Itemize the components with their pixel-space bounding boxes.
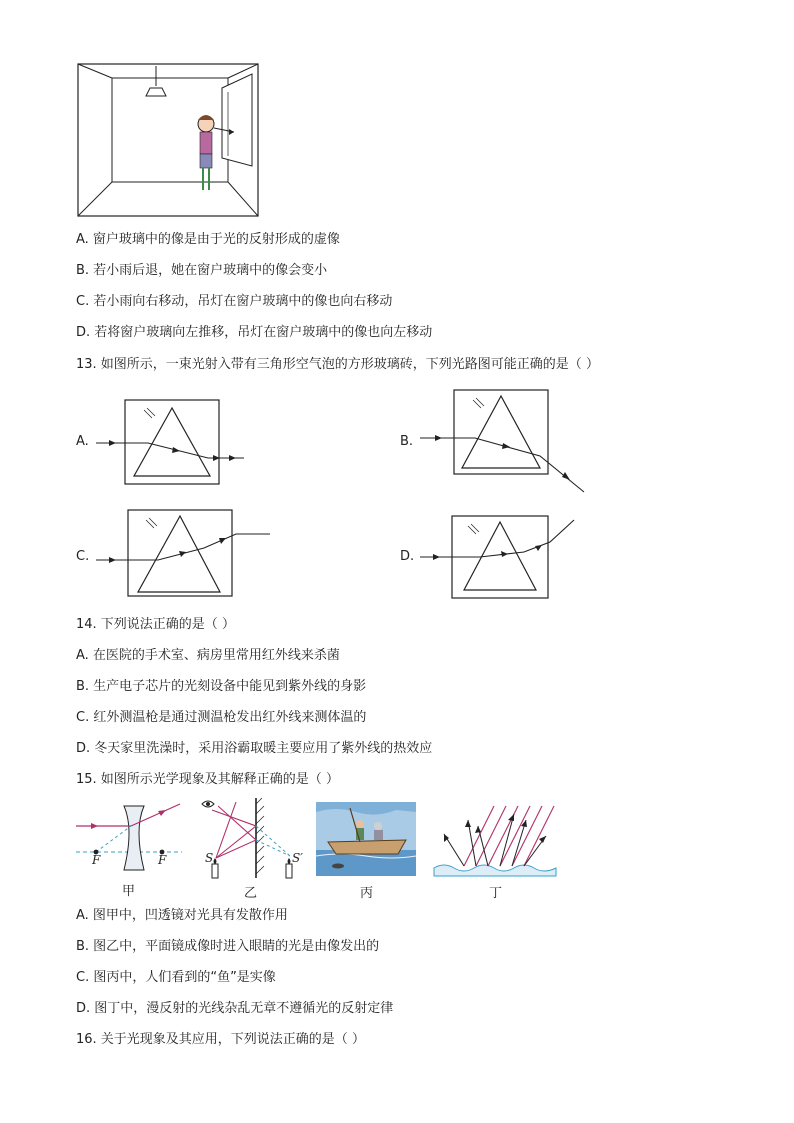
q13-label-c: C. <box>76 549 90 564</box>
room-figure <box>76 62 262 220</box>
q15-option-b: B. 图乙中，平面镜成像时进入眼睛的光是由像发出的 <box>76 939 380 954</box>
q15-option-a: A. 图甲中，凹透镜对光具有发散作用 <box>76 908 288 923</box>
q12-option-c: C. 若小雨向右移动，吊灯在窗户玻璃中的像也向右移动 <box>76 294 393 309</box>
q14-option-a: A. 在医院的手术室、病房里常用红外线来杀菌 <box>76 648 340 663</box>
q15-option-c: C. 图丙中，人们看到的“鱼”是实像 <box>76 970 276 985</box>
q13-label-a: A. <box>76 434 89 449</box>
q15-caption-yi: 乙 <box>244 886 258 901</box>
q15-figure-yi <box>198 796 310 882</box>
q13-figure-a <box>96 398 248 488</box>
q15-label-f2: F <box>158 853 167 867</box>
q14-stem: 14. 下列说法正确的是（ ） <box>76 617 235 632</box>
q13-stem: 13. 如图所示，一束光射入带有三角形空气泡的方形玻璃砖，下列光路图可能正确的是（ ） <box>76 357 599 372</box>
q14-option-b: B. 生产电子芯片的光刻设备中能见到紫外线的身影 <box>76 679 367 694</box>
q14-option-d: D. 冬天家里洗澡时，采用浴霸取暖主要应用了紫外线的热效应 <box>76 741 433 756</box>
q12-option-b: B. 若小雨后退，她在窗户玻璃中的像会变小 <box>76 263 328 278</box>
q13-figure-b <box>420 388 590 498</box>
q15-caption-ding: 丁 <box>489 886 503 901</box>
q15-caption-jia: 甲 <box>122 884 136 899</box>
q13-figure-c <box>96 508 276 600</box>
q15-figure-bing <box>316 802 416 876</box>
q15-label-s: S <box>205 851 214 865</box>
q13-figure-d <box>420 514 580 604</box>
q16-stem: 16. 关于光现象及其应用，下列说法正确的是（ ） <box>76 1032 365 1047</box>
q15-stem: 15. 如图所示光学现象及其解释正确的是（ ） <box>76 772 339 787</box>
q12-option-a: A. 窗户玻璃中的像是由于光的反射形成的虚像 <box>76 232 340 247</box>
q15-label-s-prime: S′ <box>292 851 303 865</box>
q13-label-d: D. <box>400 549 415 564</box>
q15-figure-ding <box>434 806 558 878</box>
q13-label-b: B. <box>400 434 414 449</box>
q15-label-f1: F <box>92 853 101 867</box>
q12-option-d: D. 若将窗户玻璃向左推移，吊灯在窗户玻璃中的像也向左移动 <box>76 325 433 340</box>
q15-caption-bing: 丙 <box>360 886 374 901</box>
q15-option-d: D. 图丁中，漫反射的光线杂乱无章不遵循光的反射定律 <box>76 1001 394 1016</box>
q14-option-c: C. 红外测温枪是通过测温枪发出红外线来测体温的 <box>76 710 367 725</box>
